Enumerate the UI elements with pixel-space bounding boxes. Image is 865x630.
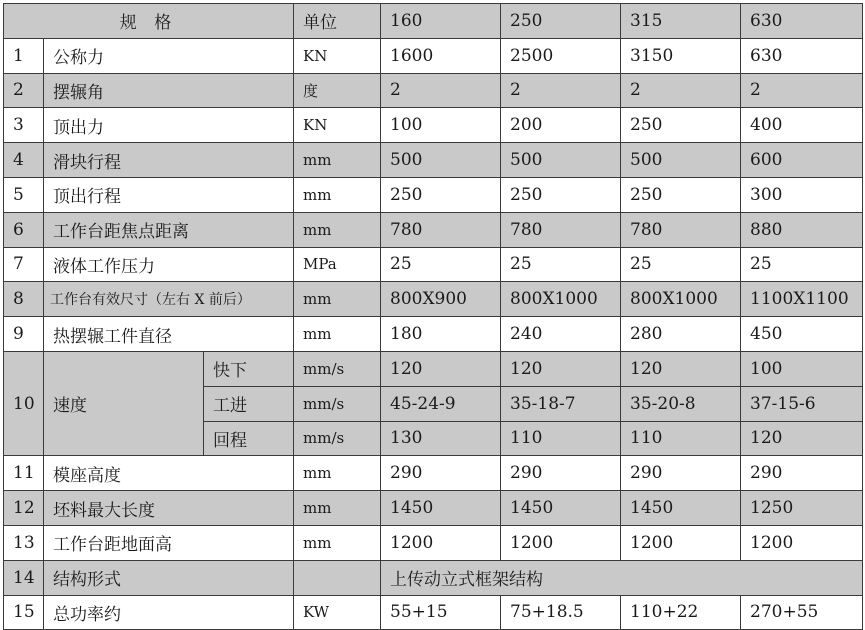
table-row bbox=[4, 560, 863, 595]
row-number: 11 bbox=[4, 456, 44, 491]
row-value: 35-18-7 bbox=[501, 386, 621, 421]
row-value: 180 bbox=[381, 317, 501, 352]
row-unit: mm bbox=[294, 177, 381, 212]
row-value: 2 bbox=[741, 73, 863, 108]
row-value: 100 bbox=[381, 108, 501, 143]
header-row bbox=[4, 4, 863, 39]
row-unit: mm bbox=[294, 317, 381, 352]
row-name: 公称力 bbox=[44, 38, 294, 73]
spec-table bbox=[3, 3, 863, 630]
row-number: 3 bbox=[4, 108, 44, 143]
row-value: 630 bbox=[741, 38, 863, 73]
row-value: 500 bbox=[501, 143, 621, 178]
row-number: 1 bbox=[4, 38, 44, 73]
row-name: 顶出力 bbox=[44, 108, 294, 143]
speed-sub-label: 快下 bbox=[204, 351, 294, 386]
row-value: 1100X1100 bbox=[741, 282, 863, 317]
row-value: 2500 bbox=[501, 38, 621, 73]
row-value: 1200 bbox=[501, 525, 621, 560]
table-row bbox=[4, 247, 863, 282]
row-unit: mm bbox=[294, 212, 381, 247]
row-value: 120 bbox=[741, 421, 863, 456]
row-value: 110 bbox=[501, 421, 621, 456]
row-value: 25 bbox=[381, 247, 501, 282]
row-number: 10 bbox=[4, 351, 44, 455]
row-value: 200 bbox=[501, 108, 621, 143]
row-value: 55+15 bbox=[381, 595, 501, 630]
row-value: 290 bbox=[381, 456, 501, 491]
speed-sub-label: 回程 bbox=[204, 421, 294, 456]
row-value: 110+22 bbox=[621, 595, 741, 630]
row-value: 1200 bbox=[621, 525, 741, 560]
row-value: 1600 bbox=[381, 38, 501, 73]
row-value: 25 bbox=[741, 247, 863, 282]
row-value: 270+55 bbox=[741, 595, 863, 630]
row-number: 14 bbox=[4, 560, 44, 595]
table-row bbox=[4, 595, 863, 630]
table-row bbox=[4, 212, 863, 247]
row-value: 250 bbox=[501, 177, 621, 212]
header-model: 630 bbox=[741, 4, 863, 39]
row-value: 880 bbox=[741, 212, 863, 247]
row-name: 摆辗角 bbox=[44, 73, 294, 108]
row-unit bbox=[294, 560, 381, 595]
row-value: 25 bbox=[501, 247, 621, 282]
row-value: 2 bbox=[501, 73, 621, 108]
row-value: 1450 bbox=[501, 491, 621, 526]
row-value: 290 bbox=[621, 456, 741, 491]
table-row bbox=[4, 351, 863, 386]
table-row bbox=[4, 143, 863, 178]
row-value: 110 bbox=[621, 421, 741, 456]
table-row bbox=[4, 177, 863, 212]
row-value: 250 bbox=[621, 177, 741, 212]
row-number: 8 bbox=[4, 282, 44, 317]
row-value: 780 bbox=[381, 212, 501, 247]
row-name: 顶出行程 bbox=[44, 177, 294, 212]
table-row bbox=[4, 456, 863, 491]
row-number: 15 bbox=[4, 595, 44, 630]
speed-sub-label: 工进 bbox=[204, 386, 294, 421]
row-value: 290 bbox=[501, 456, 621, 491]
row-value: 25 bbox=[621, 247, 741, 282]
row-number: 12 bbox=[4, 491, 44, 526]
row-name: 工作台有效尺寸（左右 X 前后） bbox=[44, 282, 294, 317]
row-value: 400 bbox=[741, 108, 863, 143]
row-value: 3150 bbox=[621, 38, 741, 73]
row-name: 结构形式 bbox=[44, 560, 294, 595]
table-row bbox=[4, 38, 863, 73]
row-value: 120 bbox=[501, 351, 621, 386]
row-value: 800X1000 bbox=[621, 282, 741, 317]
row-unit: KW bbox=[294, 595, 381, 630]
row-name: 总功率约 bbox=[44, 595, 294, 630]
row-name: 工作台距焦点距离 bbox=[44, 212, 294, 247]
table-row bbox=[4, 317, 863, 352]
row-value: 1200 bbox=[741, 525, 863, 560]
row-value: 240 bbox=[501, 317, 621, 352]
row-unit: mm bbox=[294, 456, 381, 491]
row-name: 液体工作压力 bbox=[44, 247, 294, 282]
row-unit: 度 bbox=[294, 73, 381, 108]
row-value: 45-24-9 bbox=[381, 386, 501, 421]
row-value: 500 bbox=[621, 143, 741, 178]
header-model: 315 bbox=[621, 4, 741, 39]
row-unit: mm/s bbox=[294, 386, 381, 421]
row-name: 模座高度 bbox=[44, 456, 294, 491]
header-model: 160 bbox=[381, 4, 501, 39]
row-value: 75+18.5 bbox=[501, 595, 621, 630]
header-unit: 单位 bbox=[294, 4, 381, 39]
row-name: 滑块行程 bbox=[44, 143, 294, 178]
row-value: 450 bbox=[741, 317, 863, 352]
row-unit: KN bbox=[294, 108, 381, 143]
row-unit: mm/s bbox=[294, 421, 381, 456]
row-value: 290 bbox=[741, 456, 863, 491]
row-value: 1450 bbox=[621, 491, 741, 526]
row-value: 1250 bbox=[741, 491, 863, 526]
row-name: 坯料最大长度 bbox=[44, 491, 294, 526]
row-value: 280 bbox=[621, 317, 741, 352]
row-value: 2 bbox=[381, 73, 501, 108]
row-name: 速度 bbox=[44, 351, 204, 455]
table-row bbox=[4, 282, 863, 317]
row-unit: mm bbox=[294, 143, 381, 178]
structure-value: 上传动立式框架结构 bbox=[381, 560, 863, 595]
row-value: 800X900 bbox=[381, 282, 501, 317]
row-unit: KN bbox=[294, 38, 381, 73]
row-name: 热摆辗工件直径 bbox=[44, 317, 294, 352]
row-value: 130 bbox=[381, 421, 501, 456]
row-number: 5 bbox=[4, 177, 44, 212]
row-unit: mm bbox=[294, 525, 381, 560]
row-value: 600 bbox=[741, 143, 863, 178]
row-value: 250 bbox=[381, 177, 501, 212]
header-spec: 规 格 bbox=[4, 4, 294, 39]
row-unit: MPa bbox=[294, 247, 381, 282]
row-number: 2 bbox=[4, 73, 44, 108]
row-name: 工作台距地面高 bbox=[44, 525, 294, 560]
row-number: 7 bbox=[4, 247, 44, 282]
row-value: 120 bbox=[621, 351, 741, 386]
table-row bbox=[4, 73, 863, 108]
table-row bbox=[4, 491, 863, 526]
row-unit: mm bbox=[294, 491, 381, 526]
row-unit: mm bbox=[294, 282, 381, 317]
row-unit: mm/s bbox=[294, 351, 381, 386]
row-number: 9 bbox=[4, 317, 44, 352]
table-row bbox=[4, 525, 863, 560]
row-value: 35-20-8 bbox=[621, 386, 741, 421]
row-value: 100 bbox=[741, 351, 863, 386]
row-value: 1200 bbox=[381, 525, 501, 560]
row-number: 4 bbox=[4, 143, 44, 178]
row-value: 300 bbox=[741, 177, 863, 212]
row-value: 1450 bbox=[381, 491, 501, 526]
row-value: 780 bbox=[621, 212, 741, 247]
header-model: 250 bbox=[501, 4, 621, 39]
row-number: 13 bbox=[4, 525, 44, 560]
row-value: 37-15-6 bbox=[741, 386, 863, 421]
row-value: 780 bbox=[501, 212, 621, 247]
row-value: 2 bbox=[621, 73, 741, 108]
row-number: 6 bbox=[4, 212, 44, 247]
row-value: 250 bbox=[621, 108, 741, 143]
row-value: 120 bbox=[381, 351, 501, 386]
row-value: 500 bbox=[381, 143, 501, 178]
table-row bbox=[4, 108, 863, 143]
row-value: 800X1000 bbox=[501, 282, 621, 317]
